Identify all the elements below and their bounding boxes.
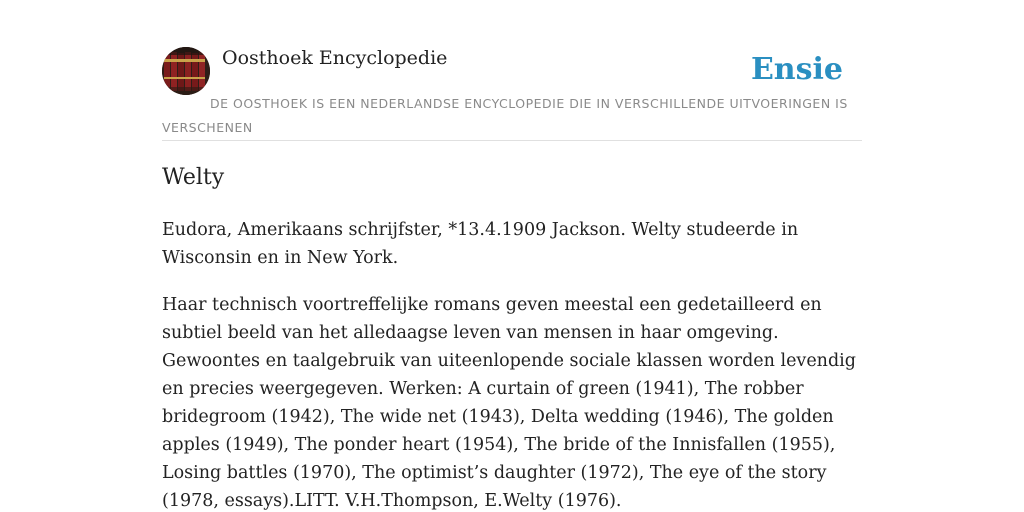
encyclopedia-books-avatar[interactable] xyxy=(162,47,210,95)
article-body xyxy=(162,216,864,512)
article-paragraph-works: Haar technisch voortreffelijke romans geven meestal een gedetailleerd en subtiel beeld van het alledaagse leven van mensen in haar omgeving. Gewoontes en taalgebruik van uiteenlopende sociale klassen worden levendig en precies weergegeven. Werken: A curtain of green (1941), The robber bridegroom (1942), The wide net (1943), Delta wedding (1946), The golden apples (1949), The ponder heart (1954), The bride of the Innisfallen (1955), Losing battles (1970), The optimist’s daughter (1972), The eye of the story (1978, essays).LITT. V.H.Thompson, E.Welty (1976). xyxy=(162,295,856,511)
books-image xyxy=(162,47,210,95)
article-title: Welty xyxy=(162,165,225,190)
site-tagline: DE OOSTHOEK IS EEN NEDERLANDSE ENCYCLOPEDIE DIE IN VERSCHILLENDE UITVOERINGEN IS VERSCHENEN xyxy=(162,96,848,135)
site-name[interactable]: Oosthoek Encyclopedie xyxy=(222,47,448,69)
site-header xyxy=(162,44,862,141)
ensie-logo[interactable]: Ensie xyxy=(750,52,843,87)
article-paragraph-intro: Eudora, Amerikaans schrijfster, *13.4.1909 Jackson. Welty studeerde in Wisconsin en in New York. xyxy=(162,220,799,268)
